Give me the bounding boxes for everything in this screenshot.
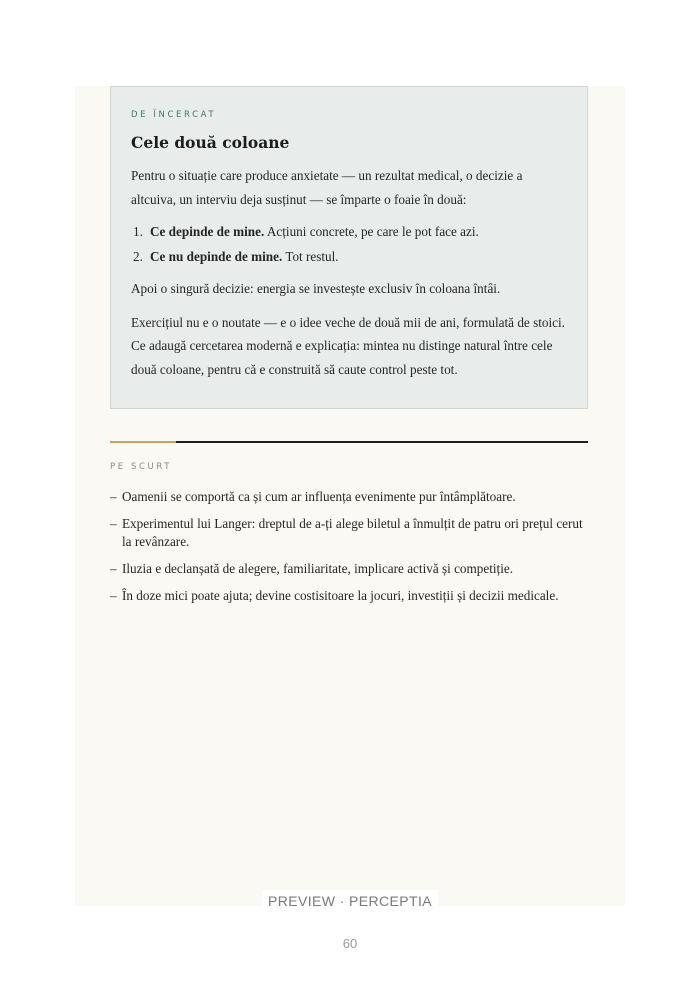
exercise-box [110,86,588,409]
list-number: 1. [133,224,143,239]
list-item-text: Acțiuni concrete, pe care le pot face azi. [264,224,479,239]
exercise-closing: Exercițiul nu e o noutate — e o idee veche de două mii de ani, formulată de stoici. Ce adaugă cercetarea modernă e explicația: mintea nu distinge natural între cele două coloane, pentru că e construită să caute control peste tot. [131,314,565,377]
dash-bullet: – [110,516,117,531]
exercise-kicker: DE ÎNCERCAT [131,110,217,120]
exercise-list-item [131,219,567,244]
dash-bullet: – [110,588,117,603]
summary-item [110,587,588,605]
list-item-bold: Ce nu depinde de mine. [150,249,283,264]
exercise-list-item [131,244,567,269]
exercise-list [131,219,567,269]
preview-watermark: PREVIEW · PERCEPTIA [262,890,438,912]
summary-item-text: Experimentul lui Langer: dreptul de a-ți alege biletul a înmulțit de patru ori prețul cerut la revânzare. [122,516,583,549]
summary-section [110,461,588,614]
dash-bullet: – [110,489,117,504]
divider-accent [110,441,176,443]
summary-item [110,488,588,506]
section-divider [110,441,588,443]
summary-list [110,488,588,605]
exercise-decision: Apoi o singură decizie: energia se investește exclusiv în coloana întâi. [131,281,501,296]
exercise-title: Cele două coloane [131,133,290,152]
summary-item-text: Oamenii se comportă ca și cum ar influența evenimente pur întâmplătoare. [122,489,516,504]
summary-item [110,515,588,551]
page-number: 60 [342,936,358,951]
list-item-bold: Ce depinde de mine. [150,224,265,239]
dash-bullet: – [110,561,117,576]
summary-item-text: În doze mici poate ajuta; devine costisitoare la jocuri, investiții și decizii medicale. [122,588,559,603]
list-item-text: Tot restul. [282,249,339,264]
summary-item [110,560,588,578]
summary-item-text: Iluzia e declanșată de alegere, familiaritate, implicare activă și competiție. [122,561,514,576]
list-number: 2. [133,249,143,264]
summary-kicker: PE SCURT [110,462,173,472]
exercise-intro: Pentru o situație care produce anxietate — un rezultat medical, o decizie a altcuiva, un interviu deja susținut — se împarte o foaie în două: [131,168,523,207]
